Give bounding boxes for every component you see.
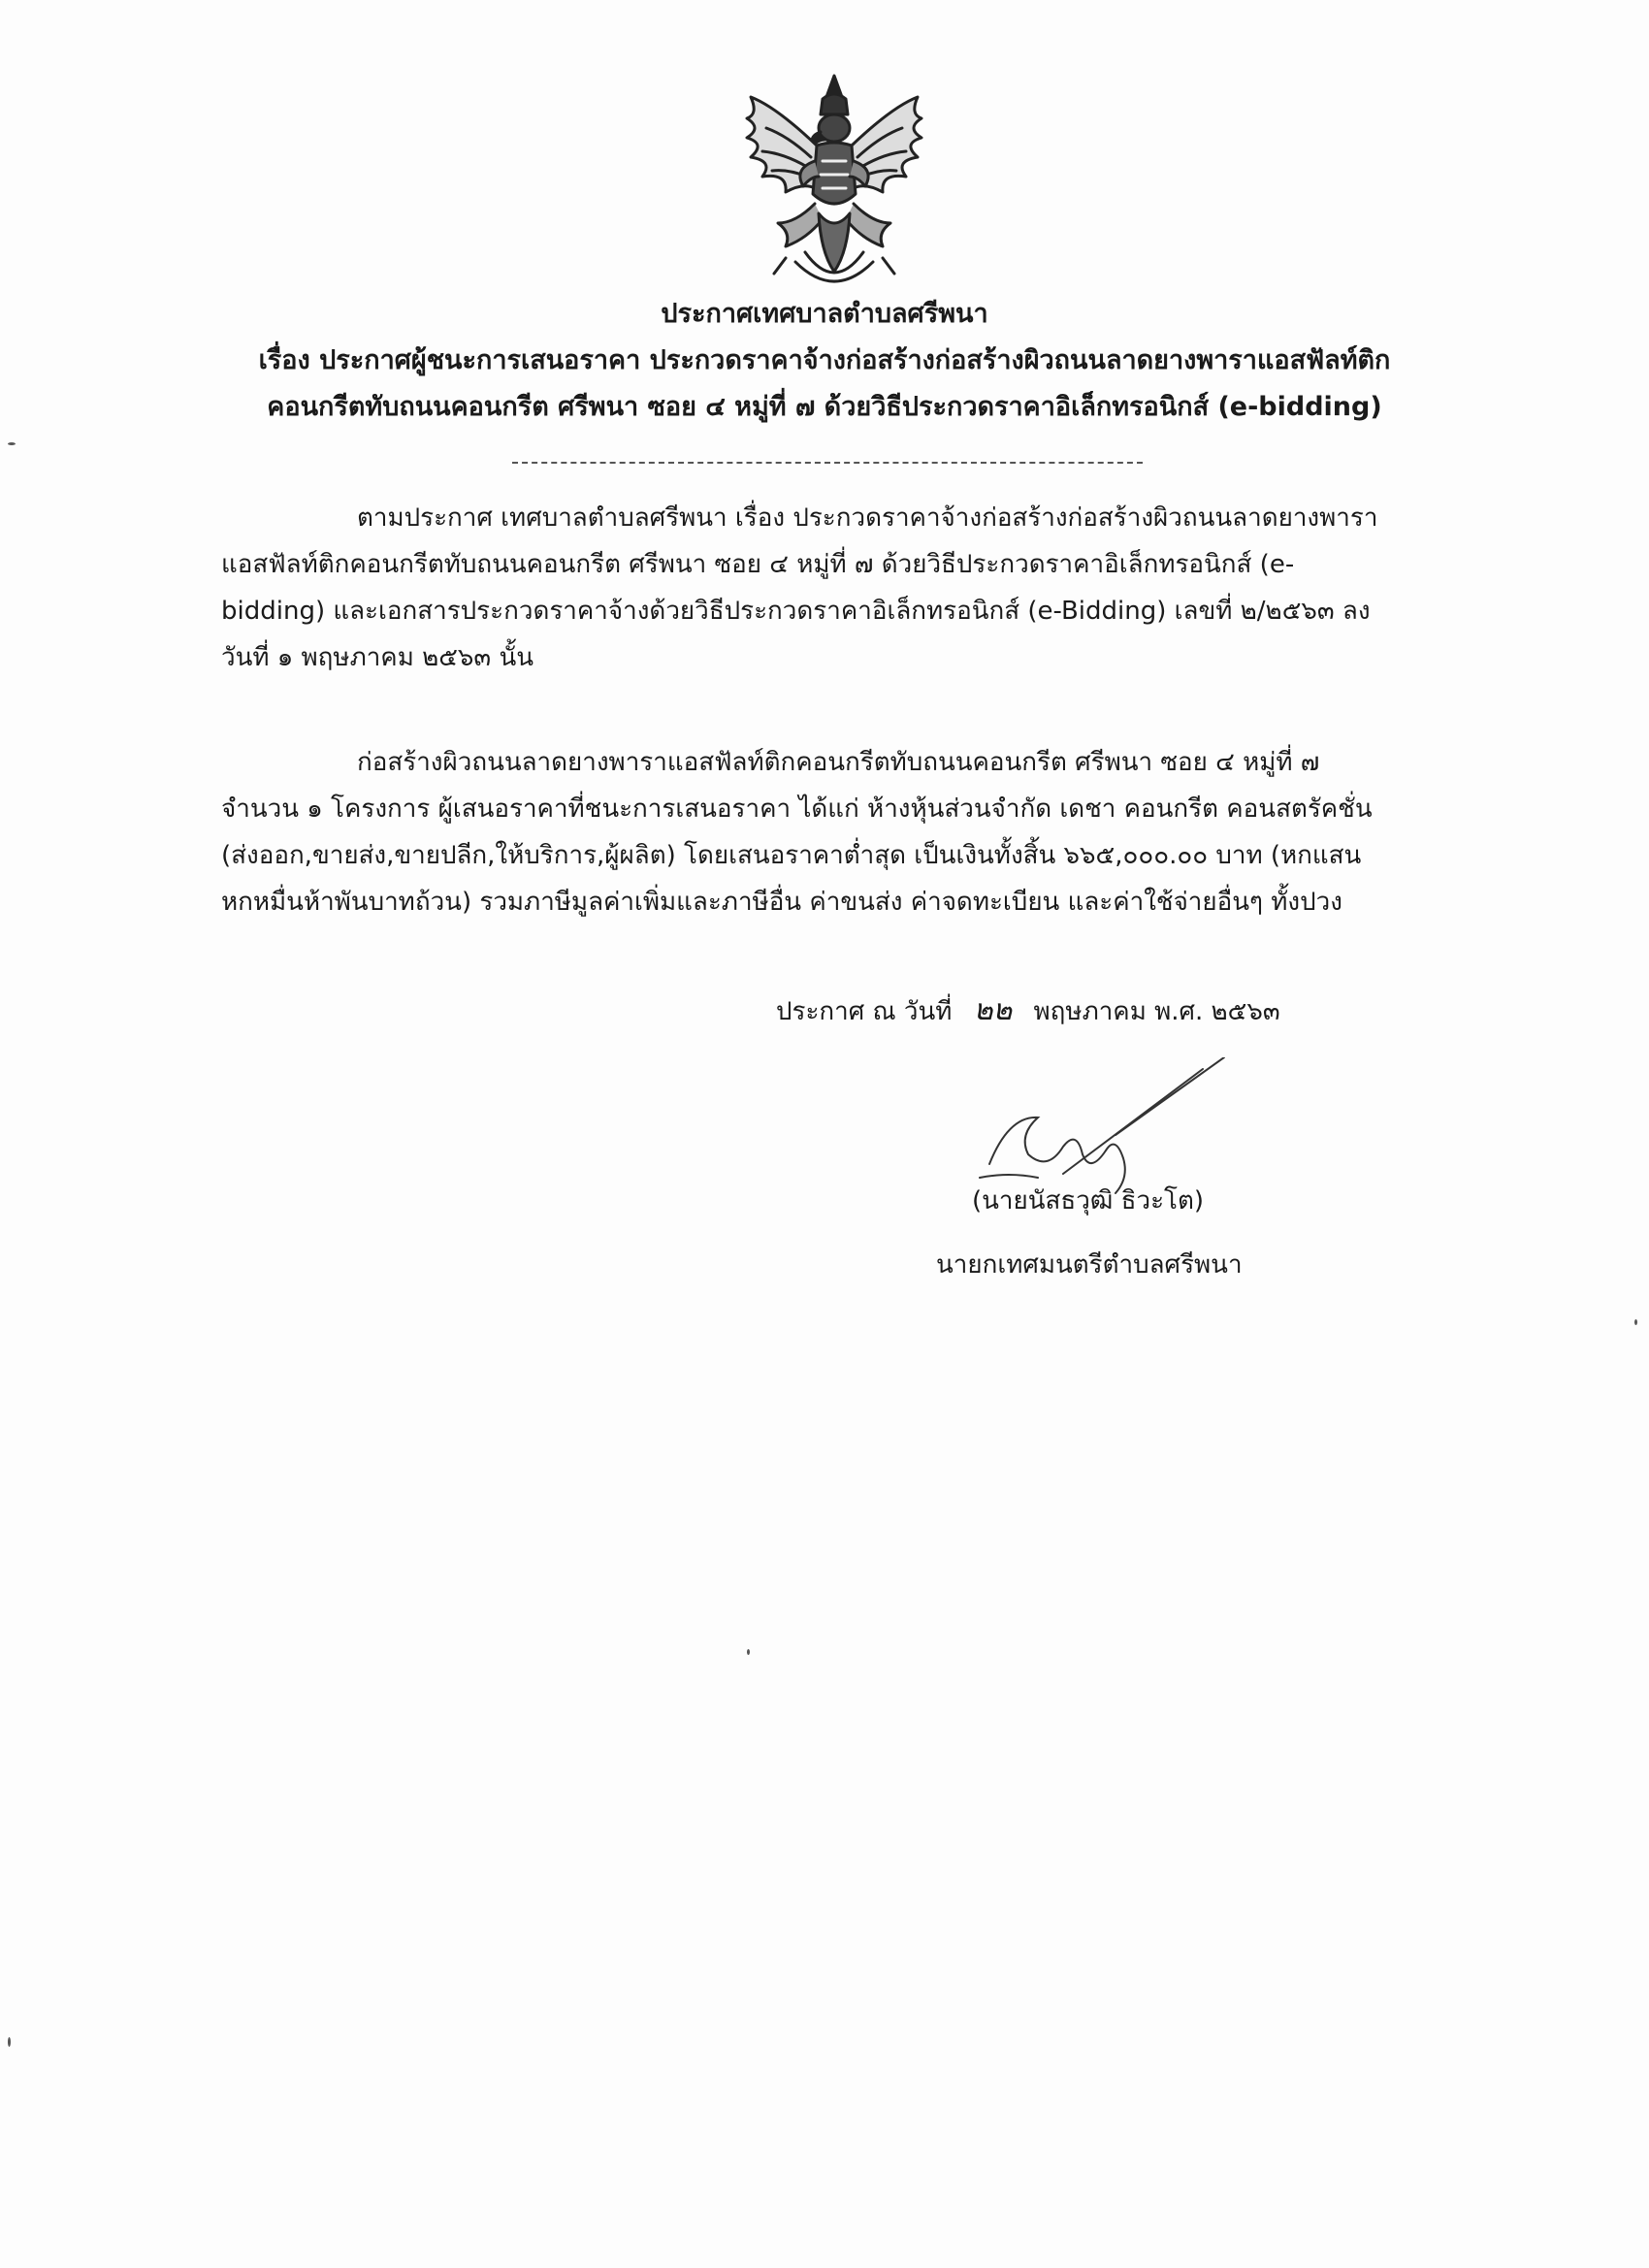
paragraph-line: วันที่ ๑ พฤษภาคม ๒๕๖๓ นั้น: [221, 643, 534, 672]
scan-speck: [1634, 1319, 1637, 1325]
paragraph-line: หกหมื่นห้าพันบาทถ้วน) รวมภาษีมูลค่าเพิ่มและภาษีอื่น ค่าขนส่ง ค่าจดทะเบียน และค่าใช้จ่ายอื่นๆ ทั้งปวง: [221, 888, 1342, 917]
paragraph-line: (ส่งออก,ขายส่ง,ขายปลีก,ให้บริการ,ผู้ผลิต) โดยเสนอราคาต่ำสุด เป็นเงินทั้งสิ้น ๖๖๕,๐๐๐.๐๐ บาท (หกแสน: [221, 841, 1362, 870]
paragraph-line: แอสฟัลท์ติกคอนกรีตทับถนนคอนกรีต ศรีพนา ซอย ๔ หมู่ที่ ๗ ด้วยวิธีประกวดราคาอิเล็กทรอนิกส์ (e-: [221, 550, 1295, 579]
scan-speck: [8, 2037, 11, 2047]
scan-speck: [747, 1649, 750, 1655]
header-divider: [512, 462, 1143, 464]
paragraph-line: ตามประกาศ เทศบาลตำบลศรีพนา เรื่อง ประกวดราคาจ้างก่อสร้างก่อสร้างผิวถนนลาดยางพารา: [357, 503, 1378, 533]
paragraph-line: จำนวน ๑ โครงการ ผู้เสนอราคาที่ชนะการเสนอราคา ได้แก่ ห้างหุ้นส่วนจำกัด เดชา คอนกรีต คอนสตรัคชั่น: [221, 794, 1373, 824]
document-heading: ประกาศเทศบาลตำบลศรีพนา: [661, 299, 988, 329]
announcement-prefix: ประกาศ ณ วันที่: [776, 997, 953, 1026]
scan-speck: [8, 442, 16, 445]
announcement-day: ๒๒: [973, 993, 1013, 1027]
paragraph-line: ก่อสร้างผิวถนนลาดยางพาราแอสฟัลท์ติกคอนกรีตทับถนนคอนกรีต ศรีพนา ซอย ๔ หมู่ที่ ๗: [357, 748, 1320, 777]
document-subject-line-2: คอนกรีตทับถนนคอนกรีต ศรีพนา ซอย ๔ หมู่ที่ ๗ ด้วยวิธีประกวดราคาอิเล็กทรอนิกส์ (e-bidding): [267, 392, 1382, 422]
garuda-emblem-icon: [718, 68, 951, 301]
paragraph-winner: [221, 739, 1424, 925]
paragraph-reference: [221, 495, 1424, 681]
document-subject-line-1: เรื่อง ประกาศผู้ชนะการเสนอราคา ประกวดราคาจ้างก่อสร้างก่อสร้างผิวถนนลาดยางพาราแอสฟัลท์ติก: [258, 345, 1391, 375]
announcement-date: [776, 988, 1280, 1035]
signer-title: นายกเทศมนตรีตำบลศรีพนา: [936, 1250, 1243, 1280]
announcement-month-year: พฤษภาคม พ.ศ. ๒๕๖๓: [1033, 997, 1280, 1026]
paragraph-line: bidding) และเอกสารประกวดราคาจ้างด้วยวิธีประกวดราคาอิเล็กทรอนิกส์ (e-Bidding) เลขที่ ๒/๒๕๖๓ ลง: [221, 597, 1371, 626]
signer-name: (นายนัสธวุฒิ ธิวะโต): [972, 1186, 1205, 1215]
